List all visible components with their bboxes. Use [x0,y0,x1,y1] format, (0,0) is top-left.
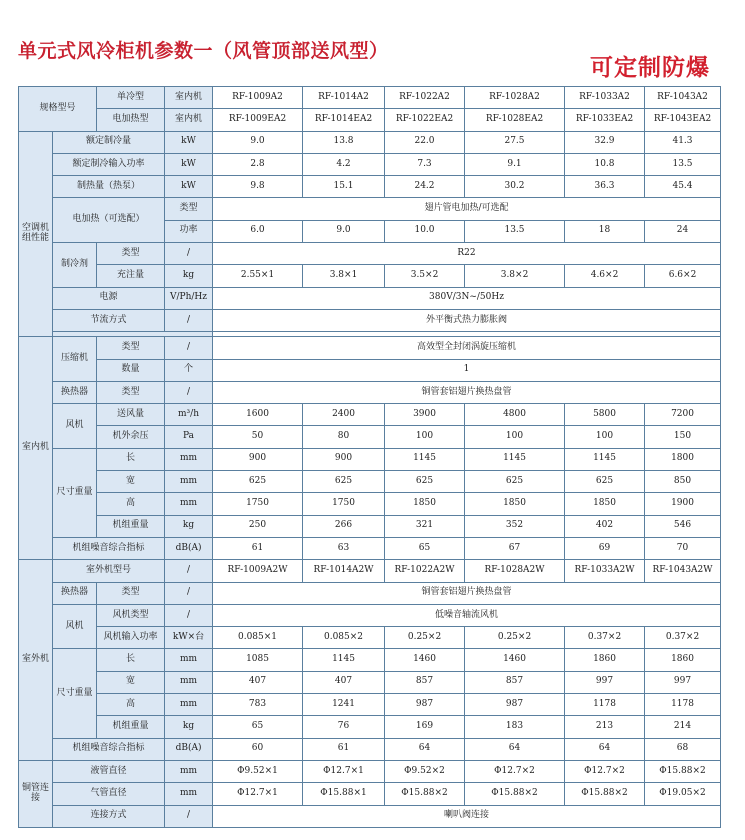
unit-label: 室内机 [165,87,213,109]
unit-cell: mm [165,649,213,671]
model-heat: RF-1014EA2 [303,109,385,131]
value-cell: 352 [465,515,565,537]
value-cell: 18 [565,220,645,242]
value-cell: RF-1009A2W [213,560,303,582]
outdoor-exchanger-row [19,582,721,604]
value-cell: 183 [465,716,565,738]
unit-cell: V/Ph/Hz [165,287,213,309]
value-cell: 1900 [645,493,721,515]
merged-value-cell: 1 [213,359,721,381]
unit-cell: / [165,309,213,331]
fan-label: 风机 [53,604,97,649]
external-pressure-row [19,426,721,448]
heat-type-label: 电加热型 [97,109,165,131]
sub-label: 风机输入功率 [97,627,165,649]
value-cell: 64 [565,738,645,760]
value-cell: Φ9.52×2 [385,760,465,782]
merged-value-cell: 380V/3N~/50Hz [213,287,721,309]
model-heat: RF-1043EA2 [645,109,721,131]
value-cell: 2.8 [213,153,303,175]
model-heat: RF-1028EA2 [465,109,565,131]
refrigerant-label: 制冷剂 [53,243,97,288]
outdoor-weight-row [19,716,721,738]
value-cell: 321 [385,515,465,537]
unit-cell: kg [165,265,213,287]
unit-cell: kg [165,716,213,738]
value-cell: 407 [213,671,303,693]
sub-label: 送风量 [97,404,165,426]
outdoor-model-row [19,560,721,582]
unit-cell: / [165,560,213,582]
row-label: 室外机型号 [53,560,165,582]
fan-label: 风机 [53,404,97,449]
value-cell: 997 [565,671,645,693]
value-cell: 1085 [213,649,303,671]
model-cool: RF-1014A2 [303,87,385,109]
merged-value-cell: 铜管套铝翅片换热盘管 [213,381,721,403]
value-cell: 997 [645,671,721,693]
sub-label: 数量 [97,359,165,381]
unit-cell: dB(A) [165,537,213,559]
unit-label: 室内机 [165,109,213,131]
model-row-cool [19,87,721,109]
value-cell: 64 [385,738,465,760]
value-cell: 0.085×2 [303,627,385,649]
electric-heating-type-row [19,198,721,220]
outdoor-fan-type-row [19,604,721,626]
cooling-power-row [19,153,721,175]
value-cell: 213 [565,716,645,738]
sub-label: 类型 [97,582,165,604]
sub-label: 宽 [97,671,165,693]
outdoor-width-row [19,671,721,693]
throttle-row [19,309,721,331]
unit-cell: m³/h [165,404,213,426]
unit-cell: mm [165,471,213,493]
value-cell: 9.1 [465,153,565,175]
value-cell: 24.2 [385,176,465,198]
merged-value-cell: 高效型全封闭涡旋压缩机 [213,337,721,359]
merged-value-cell: 翅片管电加热/可选配 [213,198,721,220]
value-cell: 0.25×2 [465,627,565,649]
sub-label: 长 [97,649,165,671]
unit-cell: mm [165,694,213,716]
model-heat: RF-1033EA2 [565,109,645,131]
value-cell: 30.2 [465,176,565,198]
power-supply-row [19,287,721,309]
unit-cell: / [165,381,213,403]
value-cell: 24 [645,220,721,242]
outdoor-fan-power-row [19,627,721,649]
value-cell: 1750 [303,493,385,515]
value-cell: 150 [645,426,721,448]
size-weight-label: 尺寸重量 [53,649,97,738]
unit-cell: mm [165,448,213,470]
unit-cell: / [165,337,213,359]
value-cell: 3.8×1 [303,265,385,287]
value-cell: RF-1028A2W [465,560,565,582]
model-cool: RF-1028A2 [465,87,565,109]
value-cell: 0.085×1 [213,627,303,649]
unit-cell: mm [165,783,213,805]
outdoor-height-row [19,694,721,716]
sub-label: 类型 [97,337,165,359]
liquid-pipe-row [19,760,721,782]
unit-cell: / [165,243,213,265]
value-cell: Φ15.88×2 [465,783,565,805]
value-cell: 987 [385,694,465,716]
value-cell: 900 [303,448,385,470]
row-label: 额定制冷量 [53,131,165,153]
merged-value-cell: 低噪音轴流风机 [213,604,721,626]
model-heat: RF-1009EA2 [213,109,303,131]
value-cell: 32.9 [565,131,645,153]
value-cell: 13.5 [645,153,721,175]
value-cell: 625 [465,471,565,493]
value-cell: 1145 [303,649,385,671]
value-cell: 45.4 [645,176,721,198]
sub-label: 功率 [165,220,213,242]
value-cell: RF-1014A2W [303,560,385,582]
value-cell: 15.1 [303,176,385,198]
value-cell: 900 [213,448,303,470]
indoor-height-row [19,493,721,515]
heating-capacity-row [19,176,721,198]
row-label: 节流方式 [53,309,165,331]
model-heat: RF-1022EA2 [385,109,465,131]
model-label: 规格型号 [19,87,97,132]
row-label: 连接方式 [53,805,165,827]
indoor-noise-row [19,537,721,559]
value-cell: 1460 [385,649,465,671]
compressor-qty-row [19,359,721,381]
value-cell: 625 [385,471,465,493]
outdoor-group-label: 室外机 [19,560,53,761]
unit-cell: / [165,604,213,626]
value-cell: 1860 [565,649,645,671]
value-cell: 13.8 [303,131,385,153]
model-cool: RF-1043A2 [645,87,721,109]
value-cell: 10.0 [385,220,465,242]
value-cell: 0.37×2 [645,627,721,649]
value-cell: 63 [303,537,385,559]
exchanger-label: 换热器 [53,582,97,604]
row-label: 额定制冷输入功率 [53,153,165,175]
value-cell: 4.6×2 [565,265,645,287]
value-cell: 68 [645,738,721,760]
sub-label: 类型 [97,381,165,403]
outdoor-length-row [19,649,721,671]
exchanger-label: 换热器 [53,381,97,403]
value-cell: 402 [565,515,645,537]
row-label: 气管直径 [53,783,165,805]
value-cell: 850 [645,471,721,493]
connection-row [19,805,721,827]
unit-cell: / [165,582,213,604]
value-cell: 7200 [645,404,721,426]
value-cell: 169 [385,716,465,738]
model-row-heat [19,109,721,131]
value-cell: Φ12.7×2 [565,760,645,782]
model-cool: RF-1022A2 [385,87,465,109]
refrigerant-type-row [19,243,721,265]
value-cell: 2400 [303,404,385,426]
unit-cell: Pa [165,426,213,448]
row-label: 制热量（热泵） [53,176,165,198]
merged-value-cell: R22 [213,243,721,265]
sub-label: 机组重量 [97,716,165,738]
airflow-row [19,404,721,426]
value-cell: 4800 [465,404,565,426]
unit-cell: mm [165,493,213,515]
value-cell: 1600 [213,404,303,426]
value-cell: 625 [303,471,385,493]
value-cell: 9.0 [213,131,303,153]
value-cell: RF-1033A2W [565,560,645,582]
value-cell: 100 [385,426,465,448]
value-cell: 1178 [645,694,721,716]
value-cell: 60 [213,738,303,760]
value-cell: 13.5 [465,220,565,242]
row-label: 电源 [53,287,165,309]
value-cell: 546 [645,515,721,537]
sub-label: 类型 [165,198,213,220]
unit-cell: kW [165,131,213,153]
value-cell: 70 [645,537,721,559]
value-cell: 1860 [645,649,721,671]
value-cell: 214 [645,716,721,738]
value-cell: 857 [385,671,465,693]
outdoor-noise-row [19,738,721,760]
sub-label: 高 [97,694,165,716]
value-cell: 266 [303,515,385,537]
model-cool: RF-1033A2 [565,87,645,109]
value-cell: 100 [465,426,565,448]
value-cell: RF-1043A2W [645,560,721,582]
value-cell: 1241 [303,694,385,716]
value-cell: 625 [213,471,303,493]
value-cell: 76 [303,716,385,738]
value-cell: 1145 [385,448,465,470]
compressor-type-row [19,337,721,359]
sub-label: 风机类型 [97,604,165,626]
value-cell: 857 [465,671,565,693]
value-cell: 6.0 [213,220,303,242]
value-cell: 407 [303,671,385,693]
row-label: 液管直径 [53,760,165,782]
model-cool: RF-1009A2 [213,87,303,109]
value-cell: 2.55×1 [213,265,303,287]
value-cell: 1750 [213,493,303,515]
value-cell: 65 [385,537,465,559]
value-cell: 3.8×2 [465,265,565,287]
unit-cell: kg [165,515,213,537]
merged-value-cell: 外平衡式热力膨胀阀 [213,309,721,331]
value-cell: 61 [213,537,303,559]
value-cell: 0.25×2 [385,627,465,649]
unit-cell: mm [165,760,213,782]
merged-value-cell: 喇叭阀连接 [213,805,721,827]
value-cell: Φ9.52×1 [213,760,303,782]
value-cell: 783 [213,694,303,716]
spec-table [18,86,721,828]
value-cell: 50 [213,426,303,448]
unit-cell: / [165,805,213,827]
value-cell: 987 [465,694,565,716]
row-label: 机组噪音综合指标 [53,738,165,760]
sub-label: 宽 [97,471,165,493]
indoor-length-row [19,448,721,470]
value-cell: 22.0 [385,131,465,153]
value-cell: Φ15.88×2 [645,760,721,782]
indoor-weight-row [19,515,721,537]
value-cell: 0.37×2 [565,627,645,649]
value-cell: Φ15.88×1 [303,783,385,805]
value-cell: 1178 [565,694,645,716]
unit-cell: 个 [165,359,213,381]
value-cell: Φ15.88×2 [385,783,465,805]
value-cell: Φ12.7×1 [213,783,303,805]
compressor-label: 压缩机 [53,337,97,382]
sub-label: 类型 [97,243,165,265]
customizable-explosion-proof-slogan: 可定制防爆 [590,55,710,81]
sub-label: 充注量 [97,265,165,287]
cooling-capacity-row [19,131,721,153]
value-cell: 64 [465,738,565,760]
value-cell: Φ12.7×1 [303,760,385,782]
indoor-exchanger-row [19,381,721,403]
unit-cell: kW [165,153,213,175]
value-cell: 4.2 [303,153,385,175]
value-cell: 80 [303,426,385,448]
size-weight-label: 尺寸重量 [53,448,97,537]
electric-heating-label: 电加热（可选配） [53,198,165,243]
value-cell: 36.3 [565,176,645,198]
value-cell: Φ19.05×2 [645,783,721,805]
indoor-group-label: 室内机 [19,337,53,560]
value-cell: 10.8 [565,153,645,175]
merged-value-cell: 铜管套铝翅片换热盘管 [213,582,721,604]
value-cell: 9.8 [213,176,303,198]
value-cell: 1800 [645,448,721,470]
value-cell: 9.0 [303,220,385,242]
sub-label: 机组重量 [97,515,165,537]
value-cell: 6.6×2 [645,265,721,287]
value-cell: 1145 [465,448,565,470]
sub-label: 机外余压 [97,426,165,448]
sub-label: 长 [97,448,165,470]
value-cell: 27.5 [465,131,565,153]
value-cell: 65 [213,716,303,738]
value-cell: 1850 [385,493,465,515]
refrigerant-charge-row [19,265,721,287]
value-cell: 7.3 [385,153,465,175]
piping-group-label: 铜管连接 [19,760,53,827]
sub-label: 高 [97,493,165,515]
value-cell: 61 [303,738,385,760]
value-cell: 100 [565,426,645,448]
unit-cell: kW×台 [165,627,213,649]
unit-cell: dB(A) [165,738,213,760]
value-cell: 1850 [465,493,565,515]
page-title: 单元式风冷柜机参数一（风管顶部送风型） [18,40,389,62]
unit-cell: mm [165,671,213,693]
value-cell: 41.3 [645,131,721,153]
unit-cell: kW [165,176,213,198]
cool-type-label: 单冷型 [97,87,165,109]
value-cell: 5800 [565,404,645,426]
value-cell: Φ15.88×2 [565,783,645,805]
value-cell: 1850 [565,493,645,515]
value-cell: 3900 [385,404,465,426]
row-label: 机组噪音综合指标 [53,537,165,559]
value-cell: 3.5×2 [385,265,465,287]
value-cell: Φ12.7×2 [465,760,565,782]
value-cell: 67 [465,537,565,559]
indoor-width-row [19,471,721,493]
value-cell: RF-1022A2W [385,560,465,582]
value-cell: 69 [565,537,645,559]
performance-group-label: 空调机组性能 [19,131,53,337]
gas-pipe-row [19,783,721,805]
value-cell: 250 [213,515,303,537]
value-cell: 1145 [565,448,645,470]
value-cell: 625 [565,471,645,493]
value-cell: 1460 [465,649,565,671]
